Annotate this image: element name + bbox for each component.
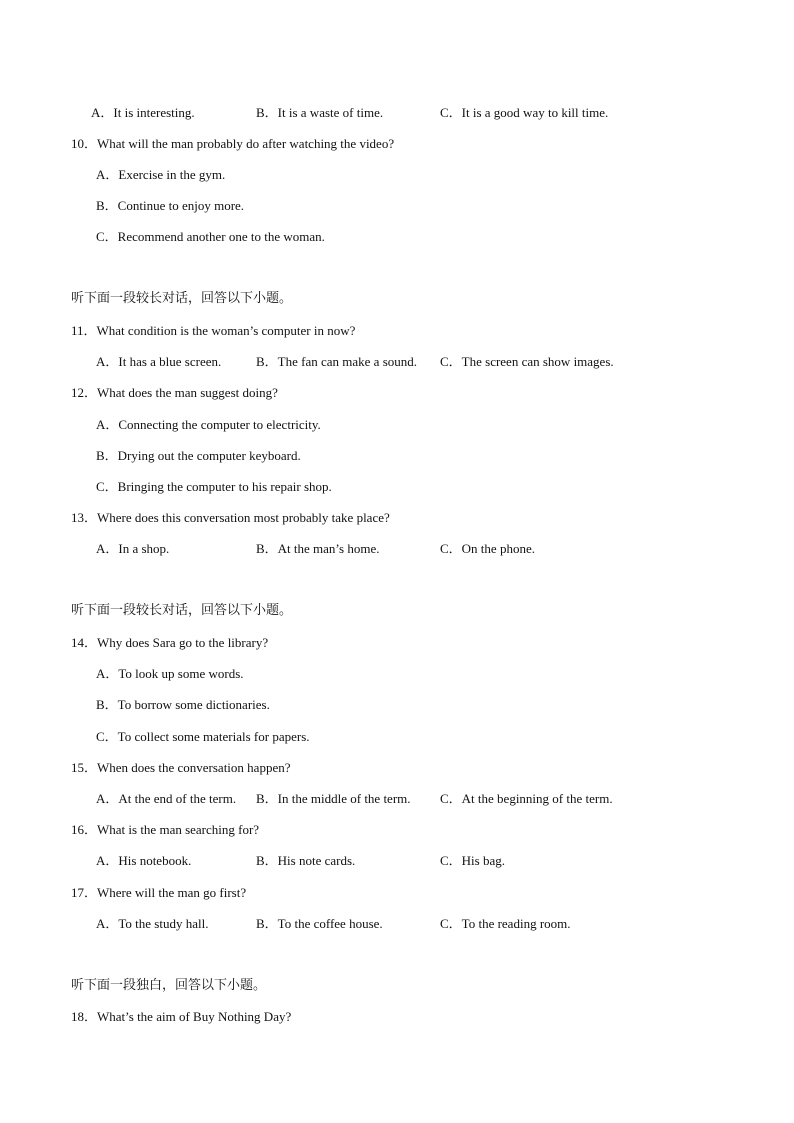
question-text: 17．Where will the man go first? (71, 885, 247, 900)
answer-option: A．Exercise in the gym. (96, 167, 226, 182)
answer-option: C．Bringing the computer to his repair shop. (96, 479, 332, 494)
section-instruction: 听下面一段较长对话，回答以下小题。 (71, 291, 293, 306)
answer-option: B．Continue to enjoy more. (96, 198, 245, 213)
answer-option: B．It is a waste of time. (256, 105, 384, 120)
answer-option: B．At the man’s home. (256, 541, 380, 556)
question-text: 14．Why does Sara go to the library? (71, 635, 269, 650)
question-text: 12．What does the man suggest doing? (71, 385, 278, 400)
answer-option: A．His notebook. (96, 853, 192, 868)
question-text: 10．What will the man probably do after watching the video? (71, 136, 395, 151)
answer-option: A．Connecting the computer to electricity. (96, 417, 321, 432)
answer-option: B．To borrow some dictionaries. (96, 697, 270, 712)
answer-option: C．At the beginning of the term. (440, 791, 613, 806)
answer-option: A．It is interesting. (91, 105, 195, 120)
answer-option: B．To the coffee house. (256, 916, 383, 931)
answer-option: C．To the reading room. (440, 916, 571, 931)
question-text: 16．What is the man searching for? (71, 822, 260, 837)
answer-option: B．His note cards. (256, 853, 356, 868)
question-text: 11．What condition is the woman’s computer in now? (71, 323, 356, 338)
answer-option: C．The screen can show images. (440, 354, 614, 369)
question-text: 13．Where does this conversation most probably take place? (71, 510, 390, 525)
section-instruction: 听下面一段独白，回答以下小题。 (71, 978, 267, 993)
answer-option: B．The fan can make a sound. (256, 354, 418, 369)
question-text: 15．When does the conversation happen? (71, 760, 291, 775)
answer-option: B．In the middle of the term. (256, 791, 411, 806)
answer-option: C．Recommend another one to the woman. (96, 229, 325, 244)
answer-option: B．Drying out the computer keyboard. (96, 448, 301, 463)
answer-option: C．To collect some materials for papers. (96, 729, 310, 744)
answer-option: A．It has a blue screen. (96, 354, 222, 369)
answer-option: A．At the end of the term. (96, 791, 237, 806)
question-text: 18．What’s the aim of Buy Nothing Day? (71, 1009, 292, 1024)
answer-option: A．To the study hall. (96, 916, 209, 931)
section-instruction: 听下面一段较长对话，回答以下小题。 (71, 603, 293, 618)
answer-option: C．It is a good way to kill time. (440, 105, 609, 120)
answer-option: A．In a shop. (96, 541, 170, 556)
answer-option: A．To look up some words. (96, 666, 244, 681)
answer-option: C．On the phone. (440, 541, 535, 556)
answer-option: C．His bag. (440, 853, 506, 868)
